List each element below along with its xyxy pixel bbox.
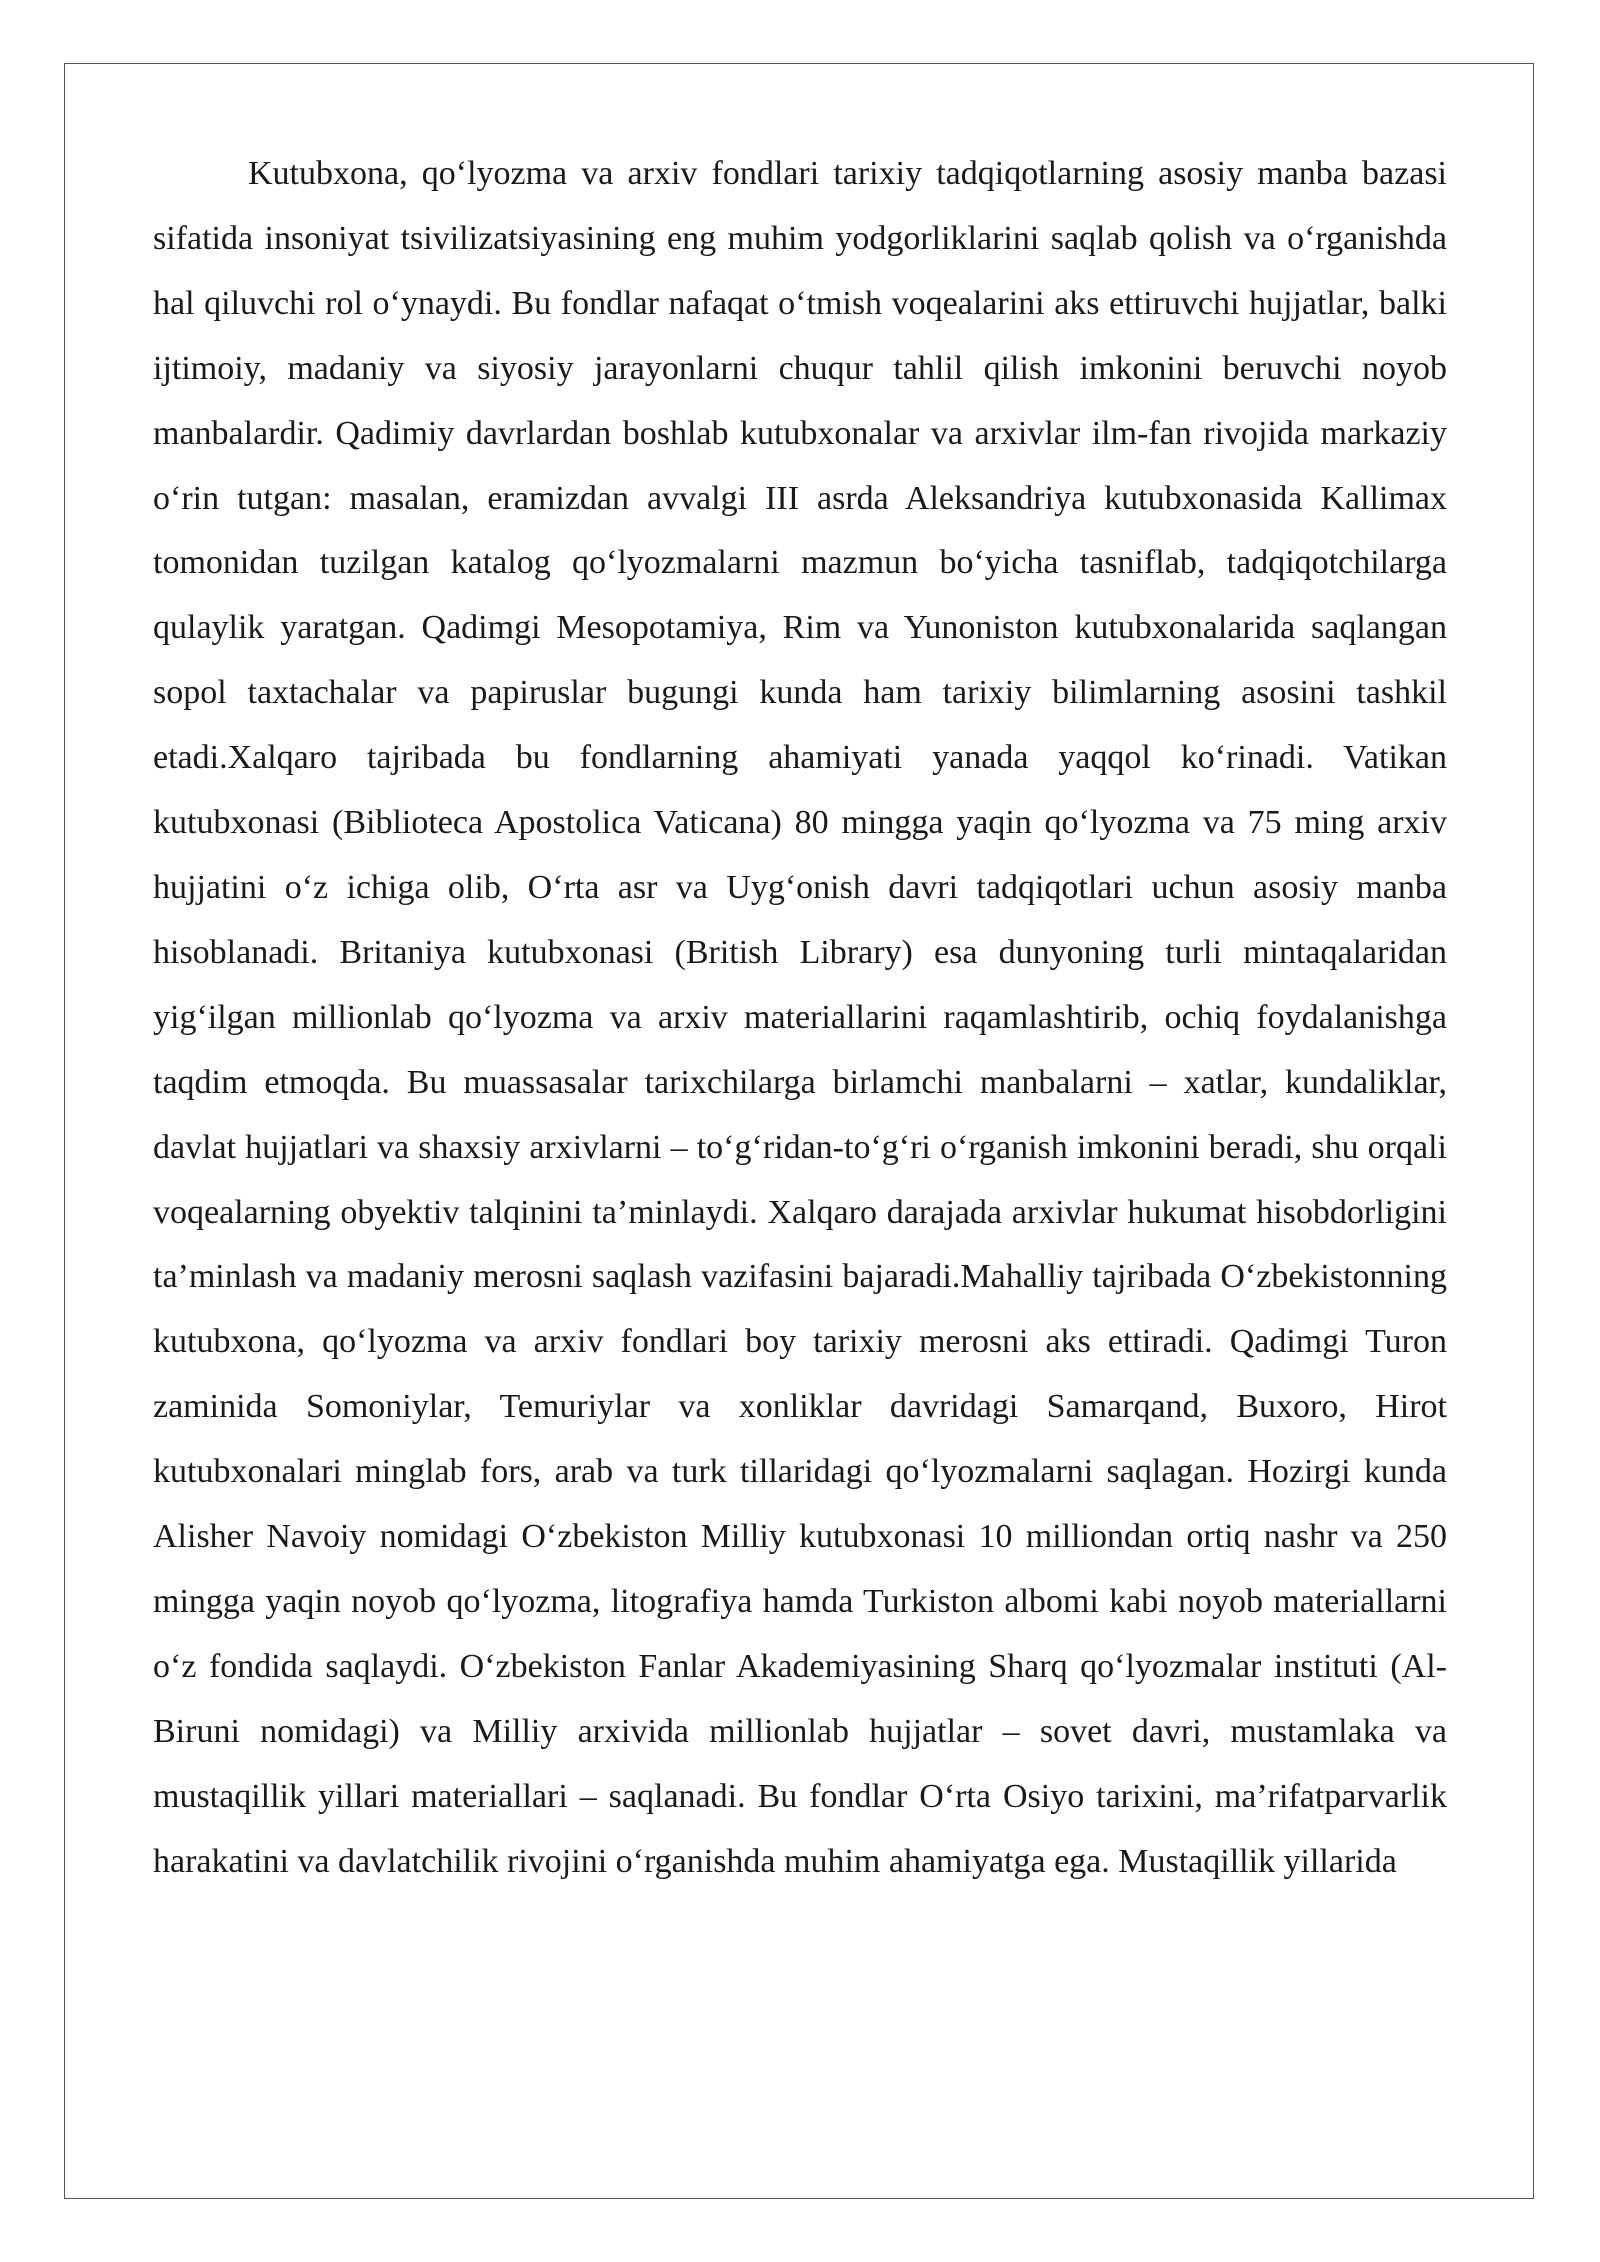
body-paragraph: Kutubxona, qo‘lyozma va arxiv fondlari tarixiy tadqiqotlarning asosiy manba bazasi sifatida insoniyat tsivilizatsiyasining eng muhim yodgorliklarini saqlab qolish va o‘rganishda hal qiluvchi rol o‘ynaydi. Bu fondlar nafaqat o‘tmish voqealarini aks ettiruvchi hujjatlar, balki ijtimoiy, madaniy va siyosiy jarayonlarni chuqur tahlil qilish imkonini beruvchi noyob manbalardir. Qadimiy davrlardan boshlab kutubxonalar va arxivlar ilm-fan rivojida markaziy o‘rin tutgan: masalan, eramizdan avvalgi III asrda Aleksandriya kutubxonasida Kallimax tomonidan tuzilgan katalog qo‘lyozmalarni mazmun bo‘yicha tasniflab, tadqiqotchilarga qulaylik yaratgan. Qadimgi Mesopotamiya, Rim va Yunoniston kutubxonalarida saqlangan sopol taxtachalar va papiruslar bugungi kunda ham tarixiy bilimlarning asosini tashkil etadi.Xalqaro tajribada bu fondlarning ahamiyati yanada yaqqol ko‘rinadi. Vatikan kutubxonasi (Biblioteca Apostolica Vaticana) 80 mingga yaqin qo‘lyozma va 75 ming arxiv hujjatini o‘z ichiga olib, O‘rta asr va Uyg‘onish davri tadqiqotlari uchun asosiy manba hisoblanadi. Britaniya kutubxonasi (British Library) esa dunyoning turli mintaqalaridan yig‘ilgan millionlab qo‘lyozma va arxiv materiallarini raqamlashtirib, ochiq foydalanishga taqdim etmoqda. Bu muassasalar tarixchilarga birlamchi manbalarni – xatlar, kundaliklar, davlat hujjatlari va shaxsiy arxivlarni – to‘g‘ridan-to‘g‘ri o‘rganish imkonini beradi, shu orqali voqealarning obyektiv talqinini ta’minlaydi. Xalqaro darajada arxivlar hukumat hisobdorligini ta’minlash va madaniy merosni saqlash vazifasini bajaradi.Mahalliy tajribada O‘zbekistonning kutubxona, qo‘lyozma va arxiv fondlari boy tarixiy merosni aks ettiradi. Qadimgi Turon zaminida Somoniylar, Temuriylar va xonliklar davridagi Samarqand, Buxoro, Hirot kutubxonalari minglab fors, arab va turk tillaridagi qo‘lyozmalarni saqlagan. Hozirgi kunda Alisher Navoiy nomidagi O‘zbekiston Milliy kutubxonasi 10 milliondan ortiq nashr va 250 mingga yaqin noyob qo‘lyozma, litografiya hamda Turkiston albomi kabi noyob materiallarni o‘z fondida saqlaydi. O‘zbekiston Fanlar Akademiyasining Sharq qo‘lyozmalar instituti (Al-Biruni nomidagi) va Milliy arxivida millionlab hujjatlar – sovet davri, mustamlaka va mustaqillik yillari materiallari – saqlanadi. Bu fondlar O‘rta Osiyo tarixini, ma’rifatparvarlik harakatini va davlatchilik rivojini o‘rganishda muhim ahamiyatga ega. Mustaqillik yillarida [153,155,1447,1880]
